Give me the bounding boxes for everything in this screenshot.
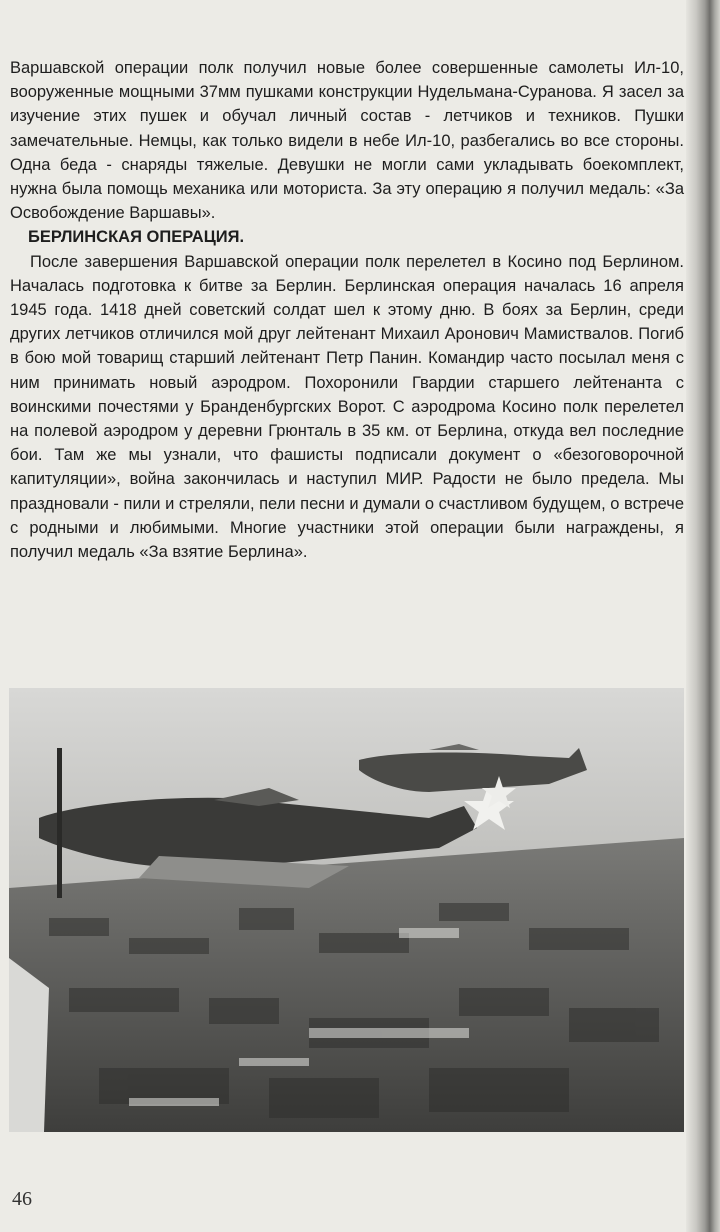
aircraft-photo bbox=[9, 688, 684, 1132]
section-heading-text: БЕРЛИНСКАЯ ОПЕРАЦИЯ bbox=[28, 228, 240, 247]
page-number: 46 bbox=[12, 1188, 32, 1210]
text-block bbox=[10, 56, 684, 564]
wing-tip-foreground bbox=[9, 958, 49, 1132]
continued-paragraph: Варшавской операции полк получил новые более совершенные самолеты Ил-10, вооруженные мощными 37мм пушками конструкции Нудельмана-Суранова. Я засел за изучение этих пушек и обучал личный состав - летчиков и техников. Пушки замечательные. Немцы, как только видели в небе Ил-10, разбегались во все стороны. Одна беда - снаряды тяжелые. Девушки не могли сами укладывать боекомплект, нужна была помощь механика или моториста. За эту операцию я получил медаль: «За Освобождение Варшавы». bbox=[10, 59, 684, 223]
page-binding-edge bbox=[686, 0, 720, 1232]
section-heading-period: . bbox=[239, 228, 245, 247]
aircraft-photo-drawing bbox=[9, 688, 684, 1132]
section-heading bbox=[10, 225, 684, 249]
section-paragraph: После завершения Варшавской операции полк перелетел в Косино под Берлином. Началась подготовка к битве за Берлин. Берлинская операция началась 16 апреля 1945 года. 1418 дней советский солдат шел к этому дню. В боях за Берлин, среди других летчиков отличился мой друг лейтенант Михаил Аронович Мамиствалов. Погиб в бою мой товарищ старший лейтенант Петр Панин. Командир часто посылал меня с ним принимать новый аэродром. Похоронили Гвардии старшего лейтенанта с воинскими почестями у Бранденбургских Ворот. С аэродрома Косино полк перелетел на полевой аэродром у деревни Грюнталь в 35 км. от Берлина, откуда вел последние бои. Там же мы узнали, что фашисты подписали документ о «безоговорочной капитуляции», война закончилась и наступил МИР. Радости не было предела. Мы праздновали - пили и стреляли, пели песни и думали о счастливом будущем, о встрече с родными и любимыми. Многие участники этой операции были награждены, я получил медаль «За взятие Берлина». bbox=[10, 252, 684, 562]
